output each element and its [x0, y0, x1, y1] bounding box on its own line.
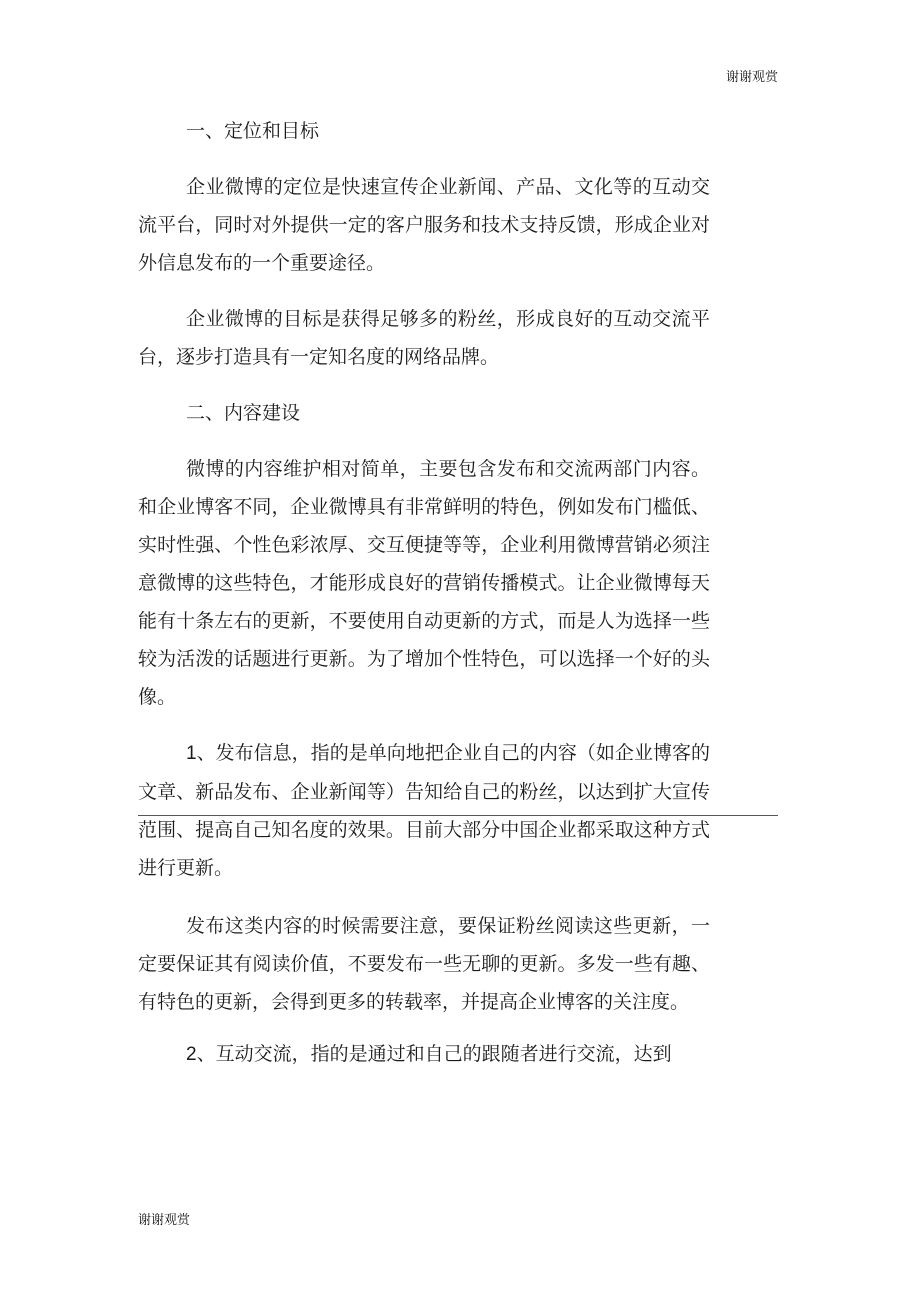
footer-note: 谢谢观赏	[138, 1213, 191, 1228]
document-body	[138, 112, 710, 1074]
section-heading-positioning: 一、定位和目标	[186, 120, 320, 142]
list-item-number: 1	[186, 743, 197, 764]
header-note: 谢谢观赏	[726, 70, 779, 85]
list-item-number: 2	[186, 1044, 197, 1065]
section-heading-content: 二、内容建设	[186, 402, 301, 424]
paragraph-positioning: 企业微博的定位是快速宣传企业新闻、产品、文化等的互动交流平台，同时对外提供一定的客户服务和技术支持反馈，形成企业对外信息发布的一个重要途径。	[138, 176, 710, 274]
paragraph-publish-notes	[138, 907, 710, 1021]
list-item-publish	[138, 734, 710, 887]
list-item-text: 、发布信息，指的是单向地把企业自己的内容（如企业博客的文章、新品发布、企业新闻等）告知给自己的粉丝，以达到扩大宣传范围、提高自己知名度的效果。目前大部分中国企业都采取这种方式进行更新。	[138, 742, 710, 879]
list-item-interaction	[138, 1035, 710, 1074]
paragraph-text: 发布这类内容的时候需要注意，要保证粉丝阅读这些更新，一定要保证其有阅读价值，不要发布一些无聊的更新。多发一些有趣、有特色的更新，会得到更多的转载率，并提高企业博客的关注度。	[138, 915, 710, 1013]
paragraph-goal: 企业微博的目标是获得足够多的粉丝，形成良好的互动交流平台，逐步打造具有一定知名度的网络品牌。	[138, 308, 710, 368]
list-item-text: 、互动交流，指的是通过和自己的跟随者进行交流，达到	[196, 1043, 672, 1065]
horizontal-rule	[138, 815, 778, 816]
paragraph-content-overview: 微博的内容维护相对简单，主要包含发布和交流两部门内容。和企业博客不同，企业微博具有非常鲜明的特色，例如发布门槛低、实时性强、个性色彩浓厚、交互便捷等等，企业利用微博营销必须注意微博的这些特色，才能形成良好的营销传播模式。让企业微博每天能有十条左右的更新，不要使用自动更新的方式，而是人为选择一些较为活泼的话题进行更新。为了增加个性特色，可以选择一个好的头像。	[138, 458, 710, 708]
